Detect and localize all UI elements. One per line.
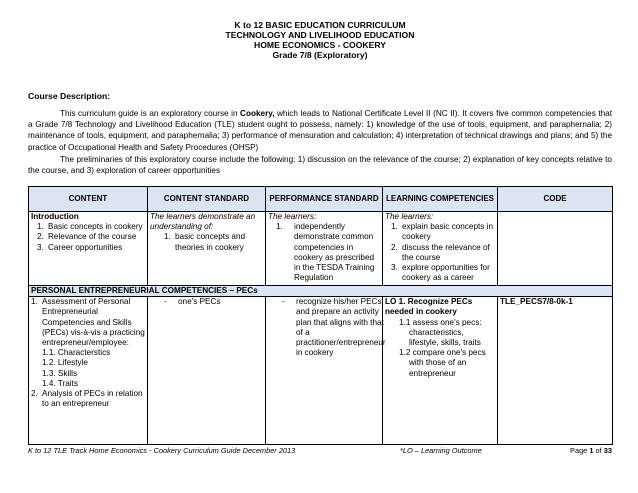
list-item: 3. Career opportunities	[37, 242, 123, 252]
list-item: - recognize his/her PECs and prepare an activity plan that aligns with that of a practitioner/entrepreneur in cookery	[282, 297, 386, 358]
table-row-introduction	[29, 212, 613, 286]
footer-lo-note: *LO – Learning Outcome	[400, 446, 482, 455]
list-item: - one's PECs	[164, 297, 221, 307]
list-item: 1.1 assess one's pecs: characteristics, lifestyle, skills, traits	[399, 317, 482, 348]
doc-title-line2: TECHNOLOGY AND LIVELIHOOD EDUCATION	[225, 30, 415, 40]
intro-performance-lead: The learners:	[268, 212, 317, 221]
intro-standard-lead: The learners demonstrate an understanding of:	[150, 212, 256, 232]
intro-content-title: Introduction	[31, 212, 79, 221]
footer-guide-title: K to 12 TLE Track Home Economics - Cookery Curriculum Guide December 2013	[28, 446, 296, 455]
list-item: 1. independently demonstrate common competencies in cookery as prescribed in the TESDA Training Regulation	[276, 222, 375, 283]
intro-content-cell	[29, 212, 148, 286]
list-item: 1. Basic concepts in cookery	[37, 222, 143, 232]
para1-start: This curriculum guide is an exploratory course in	[60, 109, 241, 118]
pecs-standard-cell	[148, 297, 266, 445]
sub-item: 1.3. Skills	[42, 368, 78, 378]
pecs-content-cell	[29, 297, 148, 445]
sub-item: 1.2. Lifestyle	[42, 358, 88, 368]
col-header-content: CONTENT	[29, 187, 148, 212]
list-item: 3. explore opportunities for cookery as a career	[391, 263, 490, 283]
table-row-pecs	[29, 297, 613, 445]
page-number: Page 1 of 33	[570, 446, 612, 455]
doc-title-line3: HOME ECONOMICS - COOKERY	[254, 40, 386, 50]
doc-title-line1: K to 12 BASIC EDUCATION CURRICULUM	[234, 20, 406, 30]
pecs-performance-cell	[266, 297, 386, 445]
preliminaries-paragraph	[28, 154, 612, 176]
sub-item: 1.4. Traits	[42, 378, 78, 388]
doc-title-line4: Grade 7/8 (Exploratory)	[272, 50, 368, 60]
list-item: 1. Assessment of Personal Entrepreneurial Competencies and Skills (PECs) vis-à-vis a practicing entrepreneur/employee:	[31, 297, 145, 348]
list-item: 2. Analysis of PECs in relation to an entrepreneur	[31, 389, 143, 409]
intro-performance-cell	[266, 212, 383, 286]
para1-rest: which leads to National Certificate Level II (NC II). It covers five common competencies that a Grade 7/8 Technology and Livelihood Education (TLE) student ought to possess, namely: 1) knowledge of the use of tools, equipment, and paraphernalia; 2) maintenance of tools, equipment, and paraphernalia; 3) performance of mensuration and calculation; 4) interpretation of technical drawings and plans; and 5) the practice of Occupational Health and Safety Procedures (OHSP)	[28, 109, 612, 152]
intro-learning-lead: The learners:	[385, 212, 434, 221]
intro-code-cell	[498, 212, 613, 286]
table-header-row	[29, 187, 613, 212]
col-header-performance-standard: PERFORMANCE STANDARD	[266, 187, 383, 212]
para1-course-name: Cookery,	[240, 109, 275, 118]
table-band-row	[29, 286, 613, 297]
list-item: 1.2 compare one's pecs with those of an entrepreneur	[399, 348, 486, 378]
sub-item: 1.1. Characterstics	[42, 348, 111, 358]
col-header-code: CODE	[498, 187, 613, 212]
list-item: 1. explain basic concepts in cookery	[391, 222, 494, 242]
learning-outcome-title: LO 1. Recognize PECs needed in cookery	[385, 297, 473, 317]
para2-text: The preliminaries of this exploratory course include the following: 1) discussion on the relevance of the course; 2) explanation of key concepts relative to the course, and 3) exploration of career opportunities	[28, 155, 612, 176]
course-description-label: Course Description:	[28, 91, 111, 101]
pecs-band-label: PERSONAL ENTREPRENEURIAL COMPETENCIES – PECs	[29, 286, 613, 297]
intro-learning-cell	[383, 212, 498, 286]
curriculum-table	[28, 186, 613, 445]
intro-standard-cell	[148, 212, 266, 286]
pecs-learning-cell	[383, 297, 498, 445]
course-description-paragraph	[28, 108, 612, 153]
col-header-content-standard: CONTENT STANDARD	[148, 187, 266, 212]
pecs-code-cell: TLE_PECS7/8-0k-1	[498, 297, 613, 445]
list-item: 2. discuss the relevance of the course	[391, 242, 490, 262]
list-item: 1. basic concepts and theories in cookery	[164, 232, 246, 252]
list-item: 2. Relevance of the course	[37, 232, 137, 242]
col-header-learning-competencies: LEARNING COMPETENCIES	[383, 187, 498, 212]
